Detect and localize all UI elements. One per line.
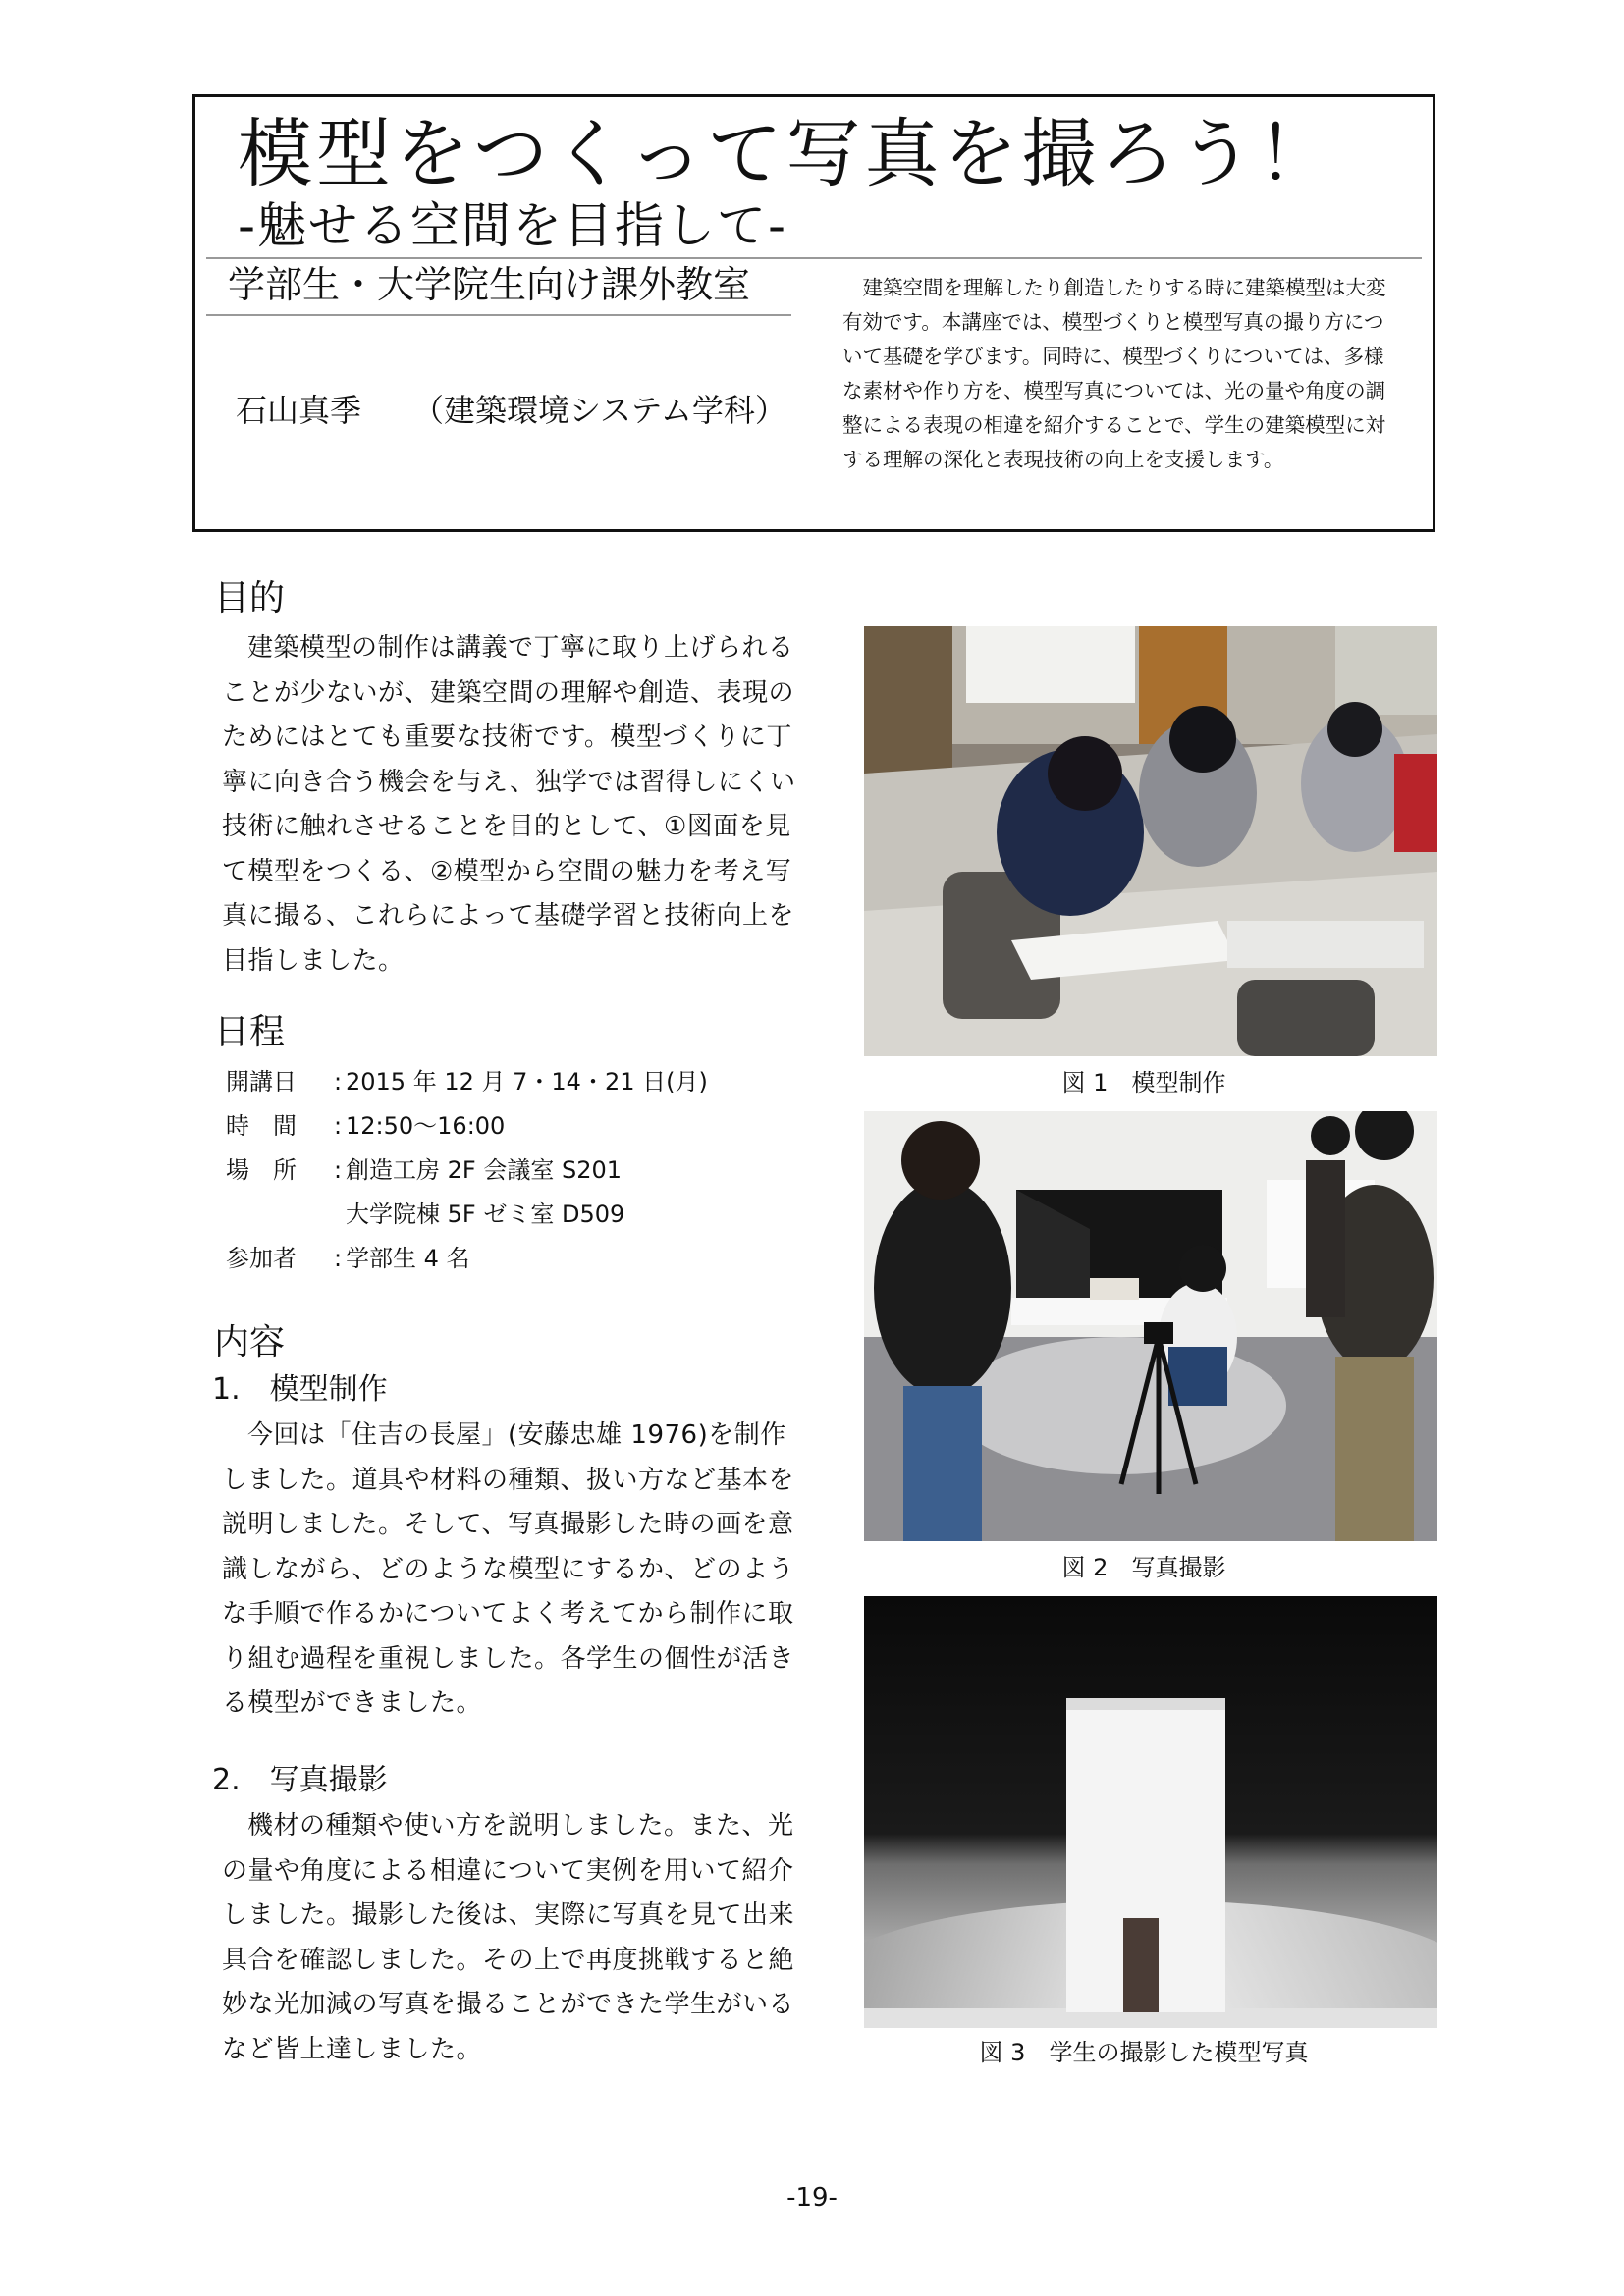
course-divider (206, 314, 791, 316)
figure-1-photo (864, 626, 1437, 1056)
figure-3-photo (864, 1596, 1437, 2028)
purpose-heading: 目的 (214, 578, 286, 618)
schedule-label (226, 1193, 334, 1237)
schedule-row (226, 1237, 708, 1281)
schedule-label: 場 所 (226, 1156, 297, 1184)
author-department: （建築環境システム学科） (412, 392, 786, 429)
content-sub1-text: 今回は「住吉の長屋」(安藤忠雄 1976)を制作しました。道具や材料の種類、扱い方など基本を説明しました。そして、写真撮影した時の画を意識しながら、どのような模型にするか、どのような手順で作るかについてよく考えてから制作に取り組む過程を重視しました。各学生の個性が活きる模型ができました。 (222, 1420, 795, 1718)
schedule-colon: : (334, 1112, 343, 1140)
schedule-table (226, 1060, 708, 1281)
schedule-colon-blank (334, 1193, 346, 1237)
figure-2-photo (864, 1111, 1437, 1541)
figure-1-caption: 図 1 模型制作 (1061, 1069, 1226, 1096)
content-sub1-heading: 1. 模型制作 (212, 1372, 388, 1407)
page-subtitle: -魅せる空間を目指して- (238, 197, 788, 254)
content-heading: 内容 (214, 1322, 286, 1362)
schedule-label: 参加者 (226, 1245, 297, 1272)
content-sub2-heading: 2. 写真撮影 (212, 1763, 388, 1797)
figure-2-caption: 図 2 写真撮影 (1061, 1554, 1226, 1581)
purpose-text: 建築模型の制作は講義で丁寧に取り上げられることが少ないが、建築空間の理解や創造、表現のためにはとても重要な技術です。模型づくりに丁寧に向き合う機会を与え、独学では習得しにくい技術に触れさせることを目的として、①図面を見て模型をつくる、②模型から空間の魅力を考え写真に撮る、これらによって基礎学習と技術向上を目指しました。 (222, 633, 796, 976)
schedule-colon: : (334, 1156, 343, 1184)
course-type: 学部生・大学院生向け課外教室 (228, 263, 751, 306)
intro-text: 建築空間を理解したり創造したりする時に建築模型は大変有効です。本講座では、模型づくりと模型写真の撮り方について基礎を学びます。同時に、模型づくりについては、多様な素材や作り方を、模型写真については、光の量や角度の調整による表現の相違を紹介することで、学生の建築模型に対する理解の深化と表現技術の向上を支援します。 (842, 276, 1386, 471)
schedule-value: 学部生 4 名 (346, 1245, 470, 1272)
schedule-colon: : (334, 1068, 343, 1095)
schedule-label: 開講日 (226, 1068, 297, 1095)
page-number: -19- (786, 2183, 838, 2213)
author-name: 石山真季 (236, 392, 362, 429)
schedule-value: 12:50～16:00 (346, 1112, 506, 1140)
schedule-value: 創造工房 2F 会議室 S201 (346, 1156, 623, 1184)
schedule-row (226, 1148, 708, 1193)
figure-3-caption: 図 3 学生の撮影した模型写真 (979, 2039, 1309, 2066)
content-sub2-text: 機材の種類や使い方を説明しました。また、光の量や角度による相違について実例を用いて紹介しました。撮影した後は、実際に写真を見て出来具合を確認しました。その上で再度挑戦すると絶妙な光加減の写真を撮ることができた学生がいるなど皆上達しました。 (222, 1811, 795, 2064)
author-line (236, 389, 786, 432)
schedule-label: 時 間 (226, 1112, 297, 1140)
schedule-value: 大学院棟 5F ゼミ室 D509 (346, 1201, 625, 1228)
schedule-row (226, 1193, 708, 1237)
schedule-colon: : (334, 1245, 343, 1272)
schedule-row (226, 1104, 708, 1148)
schedule-value: 2015 年 12 月 7・14・21 日(月) (346, 1068, 708, 1095)
schedule-heading: 日程 (214, 1012, 286, 1052)
schedule-row (226, 1060, 708, 1104)
page-title: 模型をつくって写真を撮ろう！ (238, 110, 1336, 197)
